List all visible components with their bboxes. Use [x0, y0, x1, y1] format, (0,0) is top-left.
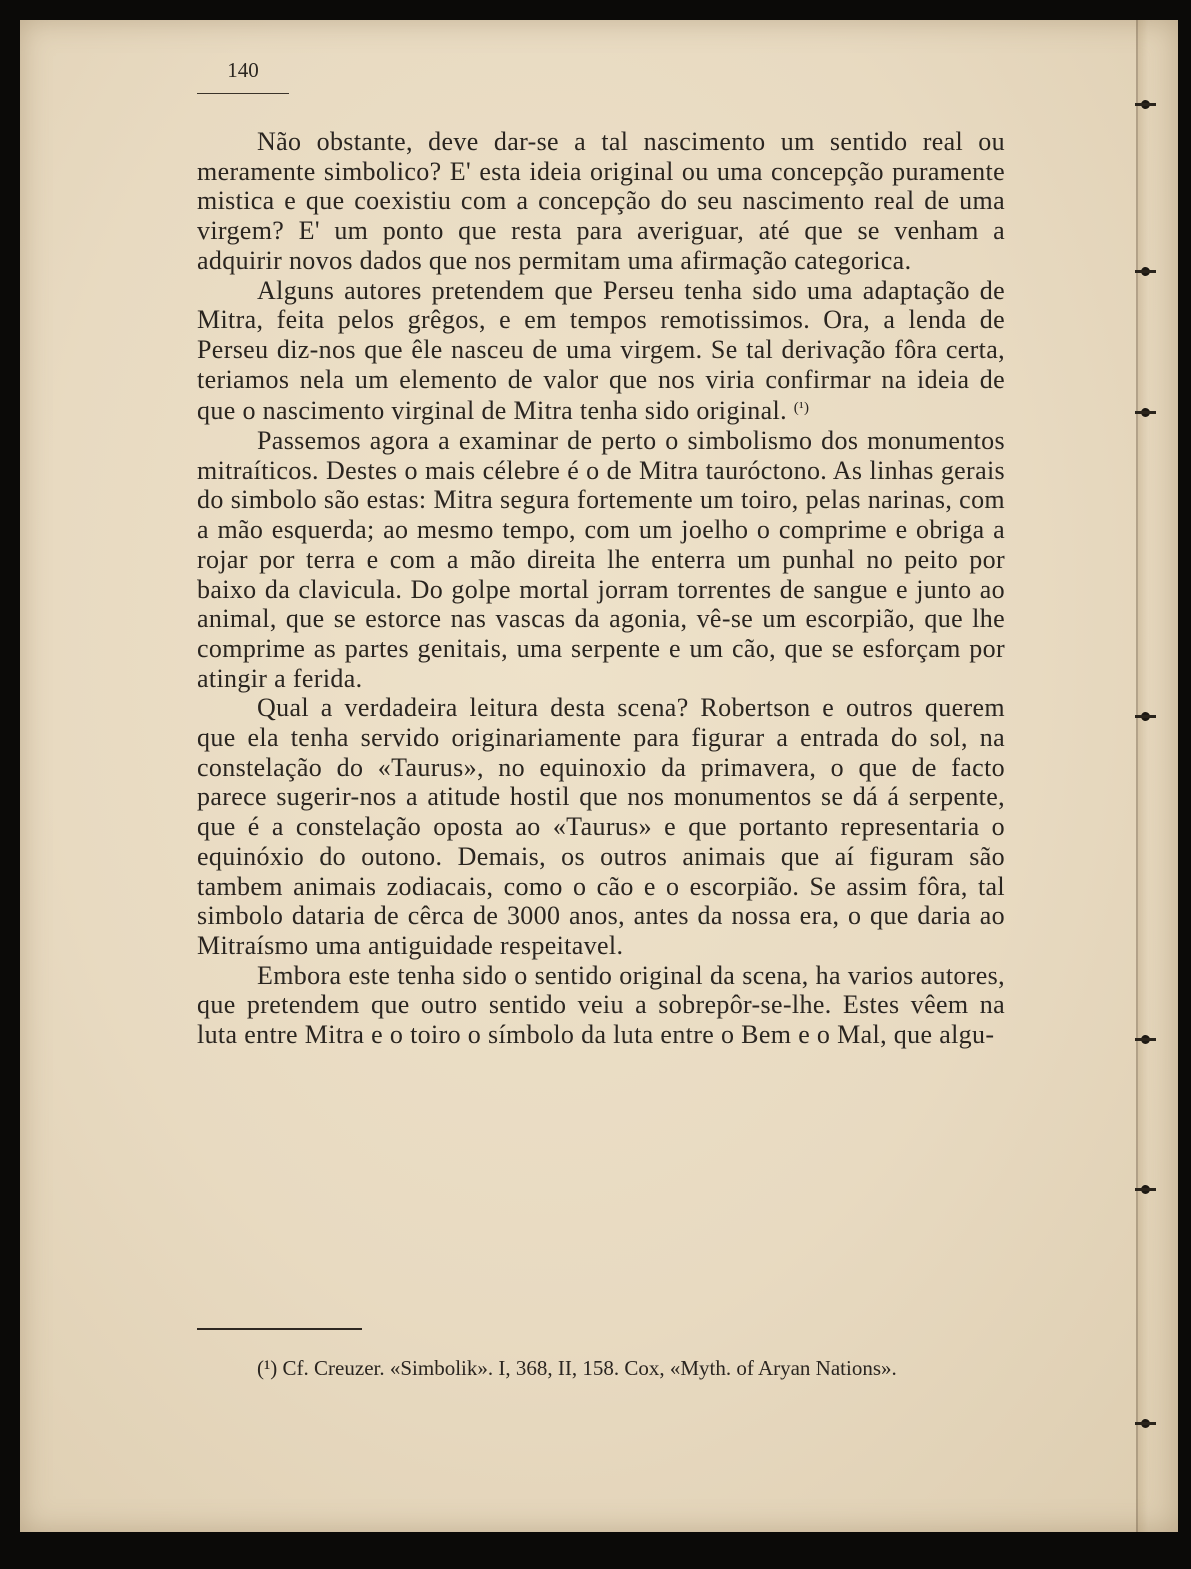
binding-staple-mark [1141, 1035, 1150, 1044]
binding-staple-mark [1141, 100, 1150, 109]
footnote-marker: (¹) [257, 1356, 278, 1380]
footnote [197, 1354, 1005, 1382]
paragraph: Embora este tenha sido o sentido original da scena, ha varios autores, que pretendem que outro sentido veiu a sobrepôr-se-lhe. Estes vêem na luta entre Mitra e o toiro o símbolo da luta entre o Bem e o Mal, que algu- [197, 960, 1005, 1050]
binding-staple-mark [1141, 712, 1150, 721]
footnote-reference: (¹) [793, 400, 810, 417]
body-text [197, 127, 1005, 1050]
page-number: 140 [197, 58, 289, 94]
paragraph: Passemos agora a examinar de perto o simbolismo dos monumentos mitraíticos. Destes o mais célebre é o de Mitra tauróctono. As linhas gerais do simbolo são estas: Mitra segura fortemente um toiro, pelas narinas, com a mão esquerda; ao mesmo tempo, com um joelho o comprime e obriga a rojar por terra e com a mão direita lhe enterra um punhal no peito por baixo da clavicula. Do golpe mortal jorram torrentes de sangue e junto ao animal, que se estorce nas vascas da agonia, vê-se um escorpião, que lhe comprime as partes genitais, uma serpente e um cão, que se esforçam por atingir a ferida. [197, 426, 1005, 693]
page-binding-edge [1136, 20, 1148, 1532]
footnote-divider [197, 1328, 362, 1330]
binding-staple-mark [1141, 1419, 1150, 1428]
paragraph: Qual a verdadeira leitura desta scena? Robertson e outros querem que ela tenha servido originariamente para figurar a entrada do sol, na constelação do «Taurus», no equinoxio da primavera, o que de facto parece sugerir-nos a atitude hostil que nos monumentos se dá á serpente, que é a constelação oposta ao «Taurus» e que portanto representaria o equinóxio do outono. Demais, os outros animais que aí figuram são tambem animais zodiacais, como o cão e o escorpião. Se assim fôra, tal simbolo dataria de cêrca de 3000 anos, antes da nossa era, o que daria ao Mitraísmo uma antiguidade respeitavel. [197, 693, 1005, 960]
paragraph: Não obstante, deve dar-se a tal nascimento um sentido real ou meramente simbolico? E' esta ideia original ou uma concepção puramente mistica e que coexistiu com a concepção do seu nascimento real de uma virgem? E' um ponto que resta para averiguar, até que se venham a adquirir novos dados que nos permitam uma afirmação categorica. [197, 127, 1005, 275]
paragraph [197, 276, 1005, 427]
paragraph-text: Alguns autores pretendem que Perseu tenha sido uma adaptação de Mitra, feita pelos grêgos, e em tempos remotissimos. Ora, a lenda de Perseu diz-nos que êle nasceu de uma virgem. Se tal derivação fôra certa, teriamos nela um elemento de valor que nos viria confirmar na ideia de que o nascimento virginal de Mitra tenha sido original. [197, 275, 1005, 426]
binding-staple-mark [1141, 267, 1150, 276]
binding-staple-mark [1141, 1185, 1150, 1194]
binding-staple-mark [1141, 408, 1150, 417]
footnote-text: Cf. Creuzer. «Simbolik». I, 368, II, 158. Cox, «Myth. of Aryan Nations». [282, 1356, 897, 1380]
